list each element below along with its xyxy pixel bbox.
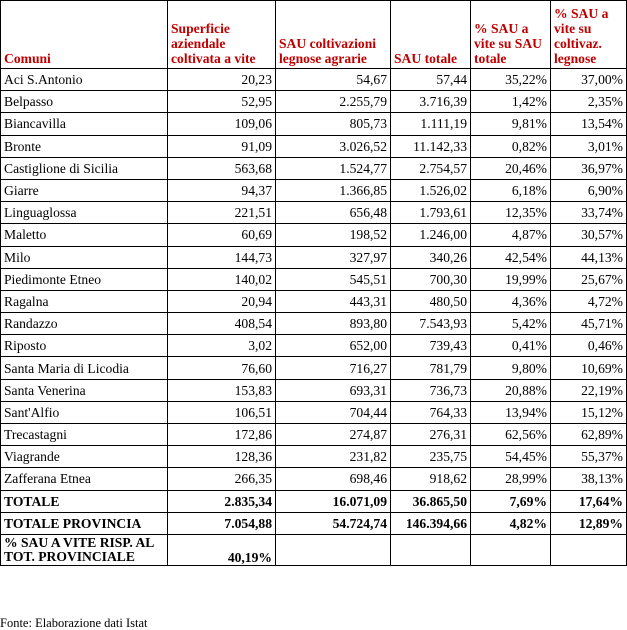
superficie-vite-cell: 76,60 bbox=[168, 357, 276, 379]
comune-name-cell: Bronte bbox=[1, 135, 168, 157]
sau-totale-cell: 7.543,93 bbox=[391, 313, 471, 335]
total-row bbox=[1, 490, 627, 512]
pct-legnose-cell: 4,72% bbox=[551, 290, 627, 312]
pct-sau-totale-cell: 20,88% bbox=[471, 379, 551, 401]
table-row bbox=[1, 246, 627, 268]
pct-sau-totale-cell: 54,45% bbox=[471, 446, 551, 468]
table-row bbox=[1, 313, 627, 335]
pct-sau-totale-cell: 12,35% bbox=[471, 202, 551, 224]
pct-empty-cell bbox=[471, 534, 551, 565]
total-label: TOTALE bbox=[1, 490, 168, 512]
superficie-vite-cell: 109,06 bbox=[168, 113, 276, 135]
table-row bbox=[1, 290, 627, 312]
table-row bbox=[1, 335, 627, 357]
sau-legnose-cell: 3.026,52 bbox=[276, 135, 391, 157]
sau-totale-cell: 736,73 bbox=[391, 379, 471, 401]
sau-legnose-cell: 1.524,77 bbox=[276, 157, 391, 179]
header-superficie-vite: Superficie aziendale coltivata a vite bbox=[168, 1, 276, 69]
pct-legnose-cell: 10,69% bbox=[551, 357, 627, 379]
superficie-vite-cell: 91,09 bbox=[168, 135, 276, 157]
table-row bbox=[1, 468, 627, 490]
table-row bbox=[1, 135, 627, 157]
pct-legnose-cell: 44,13% bbox=[551, 246, 627, 268]
sau-totale-cell: 340,26 bbox=[391, 246, 471, 268]
pct-sau-totale-cell: 0,41% bbox=[471, 335, 551, 357]
comune-name-cell: Viagrande bbox=[1, 446, 168, 468]
pct-sau-totale-cell: 9,81% bbox=[471, 113, 551, 135]
pct-legnose-cell: 38,13% bbox=[551, 468, 627, 490]
header-sau-legnose: SAU coltivazioni legnose agrarie bbox=[276, 1, 391, 69]
sau-legnose-cell: 652,00 bbox=[276, 335, 391, 357]
table-row bbox=[1, 69, 627, 91]
table-row bbox=[1, 379, 627, 401]
pct-legnose-cell: 2,35% bbox=[551, 91, 627, 113]
sau-legnose-cell: 231,82 bbox=[276, 446, 391, 468]
pct-empty-cell bbox=[391, 534, 471, 565]
sau-totale-cell: 918,62 bbox=[391, 468, 471, 490]
pct-legnose-cell: 22,19% bbox=[551, 379, 627, 401]
comune-name-cell: Belpasso bbox=[1, 91, 168, 113]
table-row bbox=[1, 157, 627, 179]
pct-sau-totale-cell: 6,18% bbox=[471, 179, 551, 201]
table-body bbox=[1, 69, 627, 566]
table-row bbox=[1, 179, 627, 201]
pct-sau-totale-cell: 4,36% bbox=[471, 290, 551, 312]
pct-legnose-cell: 15,12% bbox=[551, 401, 627, 423]
comune-name-cell: Randazzo bbox=[1, 313, 168, 335]
pct-sau-totale-cell: 28,99% bbox=[471, 468, 551, 490]
sau-legnose-cell: 443,31 bbox=[276, 290, 391, 312]
superficie-vite-cell: 128,36 bbox=[168, 446, 276, 468]
pct-legnose-cell: 37,00% bbox=[551, 69, 627, 91]
pct-legnose-cell: 13,54% bbox=[551, 113, 627, 135]
sau-totale-cell: 1.793,61 bbox=[391, 202, 471, 224]
sau-legnose-cell: 198,52 bbox=[276, 224, 391, 246]
sau-totale-cell: 480,50 bbox=[391, 290, 471, 312]
superficie-vite-cell: 563,68 bbox=[168, 157, 276, 179]
total-sau: 36.865,50 bbox=[391, 490, 471, 512]
pct-empty-cell bbox=[551, 534, 627, 565]
comune-name-cell: Milo bbox=[1, 246, 168, 268]
sau-totale-cell: 276,31 bbox=[391, 424, 471, 446]
table-row bbox=[1, 268, 627, 290]
total-provincia-pct-legnose: 12,89% bbox=[551, 512, 627, 534]
total-pct-sau: 7,69% bbox=[471, 490, 551, 512]
pct-sau-totale-cell: 4,87% bbox=[471, 224, 551, 246]
pct-legnose-cell: 33,74% bbox=[551, 202, 627, 224]
superficie-vite-cell: 20,94 bbox=[168, 290, 276, 312]
sau-totale-cell: 1.111,19 bbox=[391, 113, 471, 135]
pct-sau-totale-cell: 1,42% bbox=[471, 91, 551, 113]
superficie-vite-cell: 3,02 bbox=[168, 335, 276, 357]
table-row bbox=[1, 446, 627, 468]
comune-name-cell: Biancavilla bbox=[1, 113, 168, 135]
superficie-vite-cell: 106,51 bbox=[168, 401, 276, 423]
superficie-vite-cell: 266,35 bbox=[168, 468, 276, 490]
sau-legnose-cell: 716,27 bbox=[276, 357, 391, 379]
comune-name-cell: Santa Maria di Licodia bbox=[1, 357, 168, 379]
superficie-vite-cell: 221,51 bbox=[168, 202, 276, 224]
comune-name-cell: Riposto bbox=[1, 335, 168, 357]
pct-legnose-cell: 62,89% bbox=[551, 424, 627, 446]
total-provincia-row bbox=[1, 512, 627, 534]
pct-empty-cell bbox=[276, 534, 391, 565]
pct-sau-totale-cell: 5,42% bbox=[471, 313, 551, 335]
pct-sau-totale-cell: 0,82% bbox=[471, 135, 551, 157]
comune-name-cell: Maletto bbox=[1, 224, 168, 246]
pct-sau-totale-cell: 62,56% bbox=[471, 424, 551, 446]
sau-totale-cell: 2.754,57 bbox=[391, 157, 471, 179]
sau-legnose-cell: 704,44 bbox=[276, 401, 391, 423]
sau-totale-cell: 781,79 bbox=[391, 357, 471, 379]
header-comuni: Comuni bbox=[1, 1, 168, 69]
pct-legnose-cell: 30,57% bbox=[551, 224, 627, 246]
comune-name-cell: Piedimonte Etneo bbox=[1, 268, 168, 290]
comune-name-cell: Giarre bbox=[1, 179, 168, 201]
comune-name-cell: Sant'Alfio bbox=[1, 401, 168, 423]
sau-legnose-cell: 893,80 bbox=[276, 313, 391, 335]
sau-totale-cell: 739,43 bbox=[391, 335, 471, 357]
superficie-vite-cell: 94,37 bbox=[168, 179, 276, 201]
sau-totale-cell: 235,75 bbox=[391, 446, 471, 468]
pct-sau-totale-cell: 35,22% bbox=[471, 69, 551, 91]
total-provincia-legnose: 54.724,74 bbox=[276, 512, 391, 534]
superficie-vite-cell: 144,73 bbox=[168, 246, 276, 268]
sau-totale-cell: 700,30 bbox=[391, 268, 471, 290]
comune-name-cell: Ragalna bbox=[1, 290, 168, 312]
pct-legnose-cell: 3,01% bbox=[551, 135, 627, 157]
pct-legnose-cell: 25,67% bbox=[551, 268, 627, 290]
sau-legnose-cell: 2.255,79 bbox=[276, 91, 391, 113]
total-provincia-sau: 146.394,66 bbox=[391, 512, 471, 534]
pct-sau-totale-cell: 9,80% bbox=[471, 357, 551, 379]
header-row bbox=[1, 1, 627, 69]
comune-name-cell: Castiglione di Sicilia bbox=[1, 157, 168, 179]
pct-provinciale-row bbox=[1, 534, 627, 565]
sau-totale-cell: 11.142,33 bbox=[391, 135, 471, 157]
superficie-vite-cell: 153,83 bbox=[168, 379, 276, 401]
pct-sau-totale-cell: 20,46% bbox=[471, 157, 551, 179]
table-row bbox=[1, 424, 627, 446]
sau-legnose-cell: 805,73 bbox=[276, 113, 391, 135]
sau-totale-cell: 1.246,00 bbox=[391, 224, 471, 246]
sau-totale-cell: 764,33 bbox=[391, 401, 471, 423]
header-sau-totale: SAU totale bbox=[391, 1, 471, 69]
comune-name-cell: Zafferana Etnea bbox=[1, 468, 168, 490]
total-provincia-pct-sau: 4,82% bbox=[471, 512, 551, 534]
pct-legnose-cell: 36,97% bbox=[551, 157, 627, 179]
table-header bbox=[1, 1, 627, 69]
sau-legnose-cell: 1.366,85 bbox=[276, 179, 391, 201]
sau-totale-cell: 57,44 bbox=[391, 69, 471, 91]
total-superficie: 2.835,34 bbox=[168, 490, 276, 512]
source-note: Fonte: Elaborazione dati Istat bbox=[0, 616, 148, 630]
comune-name-cell: Linguaglossa bbox=[1, 202, 168, 224]
comune-name-cell: Santa Venerina bbox=[1, 379, 168, 401]
pct-legnose-cell: 45,71% bbox=[551, 313, 627, 335]
sau-legnose-cell: 656,48 bbox=[276, 202, 391, 224]
superficie-vite-cell: 172,86 bbox=[168, 424, 276, 446]
sau-totale-cell: 1.526,02 bbox=[391, 179, 471, 201]
pct-sau-totale-cell: 19,99% bbox=[471, 268, 551, 290]
total-provincia-label: TOTALE PROVINCIA bbox=[1, 512, 168, 534]
total-legnose: 16.071,09 bbox=[276, 490, 391, 512]
table-row bbox=[1, 357, 627, 379]
superficie-vite-cell: 140,02 bbox=[168, 268, 276, 290]
superficie-vite-cell: 20,23 bbox=[168, 69, 276, 91]
pct-legnose-cell: 6,90% bbox=[551, 179, 627, 201]
pct-provinciale-label: % SAU A VITE RISP. AL TOT. PROVINCIALE bbox=[1, 534, 168, 565]
pct-sau-totale-cell: 13,94% bbox=[471, 401, 551, 423]
superficie-vite-cell: 52,95 bbox=[168, 91, 276, 113]
pct-provinciale-value: 40,19% bbox=[168, 534, 276, 565]
total-provincia-superficie: 7.054,88 bbox=[168, 512, 276, 534]
pct-sau-totale-cell: 42,54% bbox=[471, 246, 551, 268]
superficie-vite-cell: 60,69 bbox=[168, 224, 276, 246]
sau-legnose-cell: 545,51 bbox=[276, 268, 391, 290]
table-row bbox=[1, 202, 627, 224]
header-pct-sau-totale: % SAU a vite su SAU totale bbox=[471, 1, 551, 69]
pct-legnose-cell: 0,46% bbox=[551, 335, 627, 357]
table-row bbox=[1, 113, 627, 135]
sau-legnose-cell: 693,31 bbox=[276, 379, 391, 401]
table-row bbox=[1, 224, 627, 246]
header-pct-legnose: % SAU a vite su coltivaz. legnose bbox=[551, 1, 627, 69]
total-pct-legnose: 17,64% bbox=[551, 490, 627, 512]
superficie-vite-cell: 408,54 bbox=[168, 313, 276, 335]
comune-name-cell: Aci S.Antonio bbox=[1, 69, 168, 91]
sau-legnose-cell: 698,46 bbox=[276, 468, 391, 490]
sau-legnose-cell: 54,67 bbox=[276, 69, 391, 91]
pct-legnose-cell: 55,37% bbox=[551, 446, 627, 468]
table-row bbox=[1, 91, 627, 113]
sau-totale-cell: 3.716,39 bbox=[391, 91, 471, 113]
sau-legnose-cell: 274,87 bbox=[276, 424, 391, 446]
sau-legnose-cell: 327,97 bbox=[276, 246, 391, 268]
table-row bbox=[1, 401, 627, 423]
comune-name-cell: Trecastagni bbox=[1, 424, 168, 446]
